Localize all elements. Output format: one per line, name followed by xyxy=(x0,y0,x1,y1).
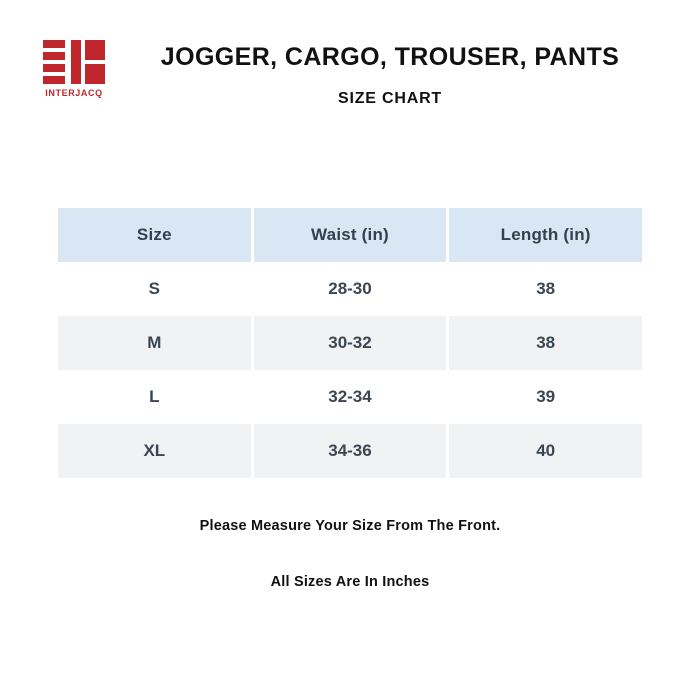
note-units: All Sizes Are In Inches xyxy=(270,574,430,590)
cell-size: M xyxy=(58,316,251,370)
table-header xyxy=(58,208,642,262)
cell-size: S xyxy=(58,262,251,316)
interjacq-logo-icon xyxy=(41,38,107,84)
table-row xyxy=(58,316,642,370)
brand-logo xyxy=(38,38,110,108)
brand-name: INTERJACQ xyxy=(45,88,103,98)
cell-waist: 28-30 xyxy=(254,262,447,316)
title-block xyxy=(110,32,670,108)
page-title: JOGGER, CARGO, TROUSER, PANTS xyxy=(160,43,620,71)
size-chart-table xyxy=(55,208,645,478)
cell-length: 39 xyxy=(449,370,642,424)
size-chart-table-wrapper xyxy=(55,208,645,478)
table-row xyxy=(58,262,642,316)
cell-waist: 32-34 xyxy=(254,370,447,424)
column-header-length: Length (in) xyxy=(449,208,642,262)
cell-size: XL xyxy=(58,424,251,478)
table-row xyxy=(58,424,642,478)
column-header-size: Size xyxy=(58,208,251,262)
cell-length: 40 xyxy=(449,424,642,478)
footer-notes xyxy=(0,518,700,590)
note-measure: Please Measure Your Size From The Front. xyxy=(199,518,501,534)
table-header-row xyxy=(58,208,642,262)
table-body xyxy=(58,262,642,478)
cell-size: L xyxy=(58,370,251,424)
page-subtitle: SIZE CHART xyxy=(338,90,442,107)
header xyxy=(0,32,700,127)
cell-length: 38 xyxy=(449,262,642,316)
table-row xyxy=(58,370,642,424)
column-header-waist: Waist (in) xyxy=(254,208,447,262)
cell-waist: 34-36 xyxy=(254,424,447,478)
cell-length: 38 xyxy=(449,316,642,370)
cell-waist: 30-32 xyxy=(254,316,447,370)
